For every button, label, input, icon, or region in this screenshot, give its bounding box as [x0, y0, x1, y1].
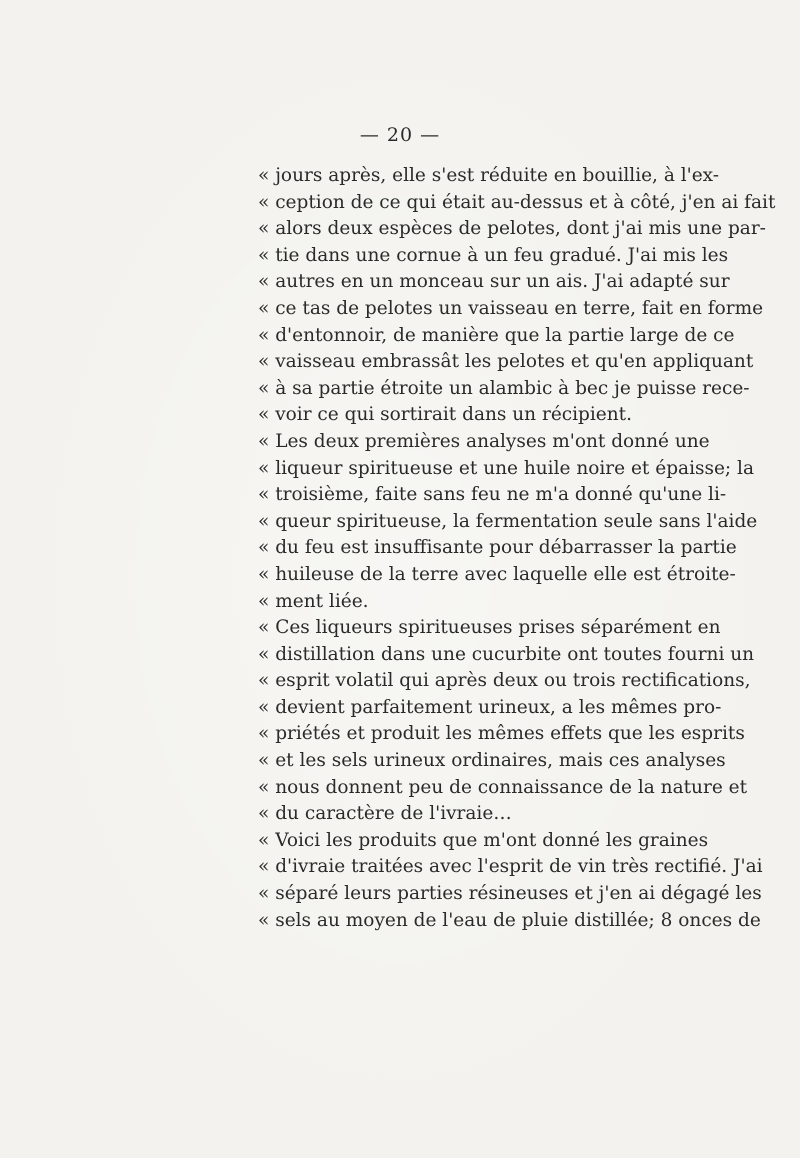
text-line: « Voici les produits que m'ont donné les graines — [258, 829, 709, 851]
text-line: « liqueur spiritueuse et une huile noire et épaisse; la — [258, 457, 754, 479]
text-line: « troisième, faite sans feu ne m'a donné qu'une li- — [258, 484, 727, 506]
text-line: « queur spiritueuse, la fermentation seule sans l'aide — [258, 510, 758, 532]
text-line: « et les sels urineux ordinaires, mais ces analyses — [258, 750, 726, 772]
page-number: — 20 — — [359, 124, 441, 146]
text-line: « distillation dans une cucurbite ont toutes fourni un — [258, 643, 755, 665]
text-line: « sels au moyen de l'eau de pluie distillée; 8 onces de — [258, 909, 761, 931]
text-line: « jours après, elle s'est réduite en bouillie, à l'ex- — [258, 165, 720, 186]
text-line: « du feu est insuffisante pour débarrasser la partie — [258, 537, 737, 559]
text-line: « Les deux premières analyses m'ont donné une — [258, 430, 710, 452]
text-line: « d'ivraie traitées avec l'esprit de vin très rectifié. J'ai — [258, 856, 763, 878]
text-line: « séparé leurs parties résineuses et j'en ai dégagé les — [258, 883, 762, 905]
text-line: « du caractère de l'ivraie… — [258, 803, 512, 825]
text-line: « esprit volatil qui après deux ou trois rectifications, — [258, 670, 751, 692]
text-line: « à sa partie étroite un alambic à bec je puisse rece- — [258, 377, 750, 399]
body-text — [258, 163, 776, 934]
text-line: « vaisseau embrassât les pelotes et qu'en appliquant — [258, 351, 754, 373]
text-line: « voir ce qui sortirait dans un récipient. — [258, 404, 632, 426]
text-line: « tie dans une cornue à un feu gradué. J'ai mis les — [258, 244, 729, 266]
text-line: « d'entonnoir, de manière que la partie large de ce — [258, 324, 735, 346]
text-line: « alors deux espèces de pelotes, dont j'ai mis une par- — [258, 218, 766, 240]
text-line: « huileuse de la terre avec laquelle elle est étroite- — [258, 563, 736, 585]
text-line: « priétés et produit les mêmes effets que les esprits — [258, 723, 745, 745]
text-line: « nous donnent peu de connaissance de la nature et — [258, 776, 748, 798]
text-line: « Ces liqueurs spiritueuses prises séparément en — [258, 617, 721, 639]
text-line: « ception de ce qui était au-dessus et à côté, j'en ai fait — [258, 191, 776, 213]
text-line: « ce tas de pelotes un vaisseau en terre, fait en forme — [258, 297, 764, 319]
text-line: « autres en un monceau sur un ais. J'ai adapté sur — [258, 271, 730, 293]
text-line: « ment liée. — [258, 590, 369, 612]
text-line: « devient parfaitement urineux, a les mêmes pro- — [258, 696, 722, 718]
